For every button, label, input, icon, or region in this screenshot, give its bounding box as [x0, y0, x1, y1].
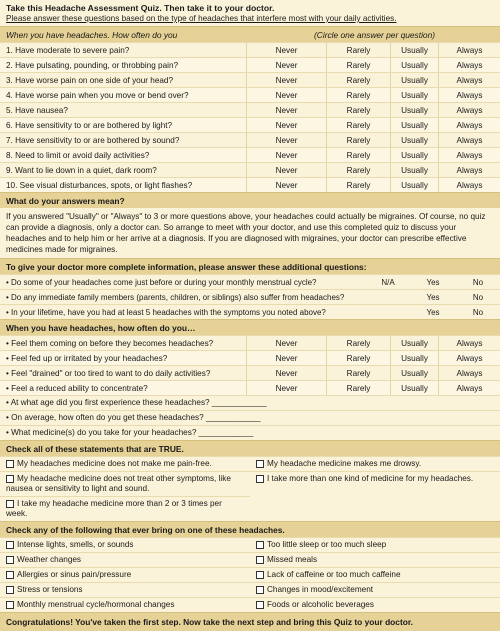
- quiz-subtitle: Please answer these questions based on the type of headaches that interfere most with your daily activities.: [6, 14, 397, 23]
- table-row: [0, 350, 500, 365]
- answer-option-rarely[interactable]: Rarely: [326, 73, 390, 87]
- question-text: • Feel "drained" or too tired to want to do daily activities?: [6, 369, 211, 378]
- answer-option-usually[interactable]: Usually: [390, 103, 438, 117]
- answer-option-rarely[interactable]: Rarely: [326, 178, 390, 192]
- answer-option-usually[interactable]: Usually: [390, 163, 438, 177]
- answer-option-always[interactable]: Always: [438, 133, 500, 147]
- answer-option-na[interactable]: N/A: [381, 278, 395, 287]
- checkbox-item[interactable]: [0, 552, 250, 567]
- table-row: [0, 72, 500, 87]
- question-text: 8. Need to limit or avoid daily activities?: [6, 151, 150, 160]
- additional-bar: To give your doctor more complete information, please answer these additional questions:: [0, 258, 500, 274]
- answer-option-usually[interactable]: Usually: [390, 88, 438, 102]
- answer-option-always[interactable]: Always: [438, 88, 500, 102]
- answer-option-usually[interactable]: Usually: [390, 381, 438, 395]
- question-text: 5. Have nausea?: [6, 106, 68, 115]
- checkbox-item[interactable]: [0, 567, 250, 582]
- answer-option-no[interactable]: No: [472, 278, 484, 287]
- question-text: • Feel a reduced ability to concentrate?: [6, 384, 148, 393]
- answer-option-usually[interactable]: Usually: [390, 178, 438, 192]
- checkbox-icon[interactable]: [256, 475, 264, 483]
- answer-empty: [366, 290, 410, 304]
- table-row: [0, 132, 500, 147]
- checkbox-item[interactable]: [250, 597, 500, 612]
- answer-option-rarely[interactable]: Rarely: [326, 58, 390, 72]
- checkbox-item[interactable]: [250, 552, 500, 567]
- checkbox-label: Lack of caffeine or too much caffeine: [267, 570, 401, 579]
- checkbox-label: Foods or alcoholic beverages: [267, 600, 374, 609]
- meaning-bar: What do your answers mean?: [0, 192, 500, 208]
- table-row: [0, 274, 500, 289]
- answer-option-always[interactable]: Always: [438, 163, 500, 177]
- triggers-checklist: [0, 537, 500, 612]
- checkbox-icon[interactable]: [6, 460, 14, 468]
- answer-option-usually[interactable]: Usually: [390, 351, 438, 365]
- question-text: 4. Have worse pain when you move or bend over?: [6, 91, 189, 100]
- checkbox-icon[interactable]: [256, 460, 264, 468]
- answer-option-always[interactable]: Always: [438, 103, 500, 117]
- checkbox-icon[interactable]: [6, 556, 14, 564]
- checkbox-icon[interactable]: [6, 601, 14, 609]
- question-text: 7. Have sensitivity to or are bothered by sound?: [6, 136, 180, 145]
- fill-in-line[interactable]: • At what age did you first experience these headaches? ____________: [0, 395, 500, 410]
- answer-option-rarely[interactable]: Rarely: [326, 43, 390, 57]
- question-text: 9. Want to lie down in a quiet, dark room?: [6, 166, 157, 175]
- question-text: 10. See visual disturbances, spots, or light flashes?: [6, 181, 193, 190]
- checkbox-label: Stress or tensions: [17, 585, 83, 594]
- answer-option-usually[interactable]: Usually: [390, 148, 438, 162]
- checkbox-icon[interactable]: [6, 475, 14, 483]
- checkbox-item[interactable]: [0, 496, 250, 521]
- answer-option-always[interactable]: Always: [438, 73, 500, 87]
- answer-option-usually[interactable]: Usually: [390, 58, 438, 72]
- meaning-text: If you answered "Usually" or "Always" to 3 or more questions above, your headaches could actually be migraines. Of course, no quiz can provide a diagnosis, only a doctor can. So arrange to meet with your doctor, and use this completed quiz to discuss your headaches and to help him or her arrive at a diagnosis. If you are diagnosed with migraines, your doctor can prescribe effective medicines made for migraines.: [6, 212, 486, 254]
- answer-option-usually[interactable]: Usually: [390, 118, 438, 132]
- answer-option-never[interactable]: Never: [246, 351, 326, 365]
- checkbox-item[interactable]: [0, 597, 250, 612]
- checkbox-label: Missed meals: [267, 555, 318, 564]
- answer-option-rarely[interactable]: Rarely: [326, 148, 390, 162]
- checkbox-icon[interactable]: [6, 586, 14, 594]
- checkbox-item[interactable]: [250, 537, 500, 552]
- answer-option-yes[interactable]: Yes: [426, 293, 440, 302]
- answer-option-always[interactable]: Always: [438, 58, 500, 72]
- table-row: [0, 289, 500, 304]
- answer-option-never[interactable]: Never: [246, 336, 326, 350]
- table-row: [0, 87, 500, 102]
- triggers-left: [0, 537, 250, 612]
- true-statements-left: [0, 456, 250, 521]
- checkbox-item[interactable]: [250, 471, 500, 486]
- checkbox-icon[interactable]: [6, 541, 14, 549]
- triggers-right: [250, 537, 500, 612]
- quiz-bar-left: When you have headaches. How often do you: [6, 30, 178, 40]
- answer-option-never[interactable]: Never: [246, 148, 326, 162]
- true-statements-bar: Check all of these statements that are TRUE.: [0, 440, 500, 456]
- checkbox-item[interactable]: [0, 537, 250, 552]
- checkbox-item[interactable]: [250, 456, 500, 471]
- footer-message: Congratulations! You've taken the first step. Now take the next step and bring this Quiz to your doctor.: [0, 612, 500, 631]
- answer-option-usually[interactable]: Usually: [390, 43, 438, 57]
- checkbox-icon[interactable]: [6, 500, 14, 508]
- checkbox-label: My headache medicine does not treat other symptoms, like nausea or sensitivity to light and sound.: [6, 474, 231, 493]
- question-text: • Do any immediate family members (parents, children, or siblings) also suffer from headaches?: [6, 293, 345, 302]
- checkbox-label: My headaches medicine does not make me pain-free.: [17, 459, 212, 468]
- answer-empty: [366, 305, 410, 319]
- checkbox-icon[interactable]: [256, 541, 264, 549]
- answer-option-rarely[interactable]: Rarely: [326, 336, 390, 350]
- table-row: [0, 162, 500, 177]
- true-statements-checklist: [0, 456, 500, 521]
- answer-option-usually[interactable]: Usually: [390, 336, 438, 350]
- table-row: [0, 102, 500, 117]
- answer-option-never[interactable]: Never: [246, 381, 326, 395]
- answer-option-never[interactable]: Never: [246, 133, 326, 147]
- answer-option-never[interactable]: Never: [246, 43, 326, 57]
- answer-option-always[interactable]: Always: [438, 148, 500, 162]
- checkbox-icon[interactable]: [6, 571, 14, 579]
- answer-option-always[interactable]: Always: [438, 43, 500, 57]
- answer-option-never[interactable]: Never: [246, 366, 326, 380]
- answer-option-always[interactable]: Always: [438, 336, 500, 350]
- true-statements-right: [250, 456, 500, 521]
- table-row: [0, 380, 500, 395]
- answer-option-usually[interactable]: Usually: [390, 366, 438, 380]
- table-row: [0, 335, 500, 350]
- answer-option-rarely[interactable]: Rarely: [326, 88, 390, 102]
- checkbox-item[interactable]: [0, 582, 250, 597]
- answer-option-yes[interactable]: Yes: [426, 308, 440, 317]
- answer-option-never[interactable]: Never: [246, 73, 326, 87]
- checkbox-icon[interactable]: [256, 601, 264, 609]
- answer-option-never[interactable]: Never: [246, 88, 326, 102]
- question-text: • Feel fed up or irritated by your headaches?: [6, 354, 168, 363]
- fill-in-list: [0, 395, 500, 440]
- answer-option-yes[interactable]: Yes: [426, 278, 440, 287]
- answer-option-always[interactable]: Always: [438, 118, 500, 132]
- answer-option-rarely[interactable]: Rarely: [326, 366, 390, 380]
- answer-option-never[interactable]: Never: [246, 118, 326, 132]
- checkbox-item[interactable]: [250, 567, 500, 582]
- checkbox-icon[interactable]: [256, 571, 264, 579]
- table-row: [0, 57, 500, 72]
- answer-option-never[interactable]: Never: [246, 103, 326, 117]
- often-bar: When you have headaches, how often do you…: [0, 319, 500, 335]
- checkbox-label: Allergies or sinus pain/pressure: [17, 570, 132, 579]
- question-text: • Do some of your headaches come just before or during your monthly menstrual cycle?: [6, 278, 317, 287]
- checkbox-label: I take my headache medicine more than 2 or 3 times per week.: [6, 499, 222, 518]
- checkbox-icon[interactable]: [256, 556, 264, 564]
- answer-option-rarely[interactable]: Rarely: [326, 381, 390, 395]
- checkbox-label: Weather changes: [17, 555, 82, 564]
- table-row: [0, 365, 500, 380]
- table-row: [0, 177, 500, 192]
- answer-option-always[interactable]: Always: [438, 351, 500, 365]
- answer-option-never[interactable]: Never: [246, 58, 326, 72]
- answer-option-no[interactable]: No: [472, 308, 484, 317]
- table-row: [0, 117, 500, 132]
- question-text: 3. Have worse pain on one side of your head?: [6, 76, 174, 85]
- answer-option-never[interactable]: Never: [246, 178, 326, 192]
- checkbox-label: My headache medicine makes me drowsy.: [267, 459, 422, 468]
- answer-option-rarely[interactable]: Rarely: [326, 103, 390, 117]
- triggers-bar: Check any of the following that ever bring on one of these headaches.: [0, 521, 500, 537]
- checkbox-item[interactable]: [0, 456, 250, 471]
- checkbox-item[interactable]: [250, 582, 500, 597]
- fill-in-line[interactable]: • On average, how often do you get these headaches? ____________: [0, 410, 500, 425]
- checkbox-label: I take more than one kind of medicine for my headaches.: [267, 474, 474, 483]
- often-question-list: [0, 335, 500, 395]
- checkbox-label: Too little sleep or too much sleep: [267, 540, 387, 549]
- answer-option-always[interactable]: Always: [438, 381, 500, 395]
- answer-option-rarely[interactable]: Rarely: [326, 118, 390, 132]
- question-text: 2. Have pulsating, pounding, or throbbing pain?: [6, 61, 179, 70]
- table-row: [0, 147, 500, 162]
- question-text: 6. Have sensitivity to or are bothered by light?: [6, 121, 173, 130]
- additional-question-list: [0, 274, 500, 319]
- quiz-bar-right: (Circle one answer per question): [314, 30, 436, 40]
- table-row: [0, 304, 500, 319]
- quiz-title: Take this Headache Assessment Quiz. Then take it to your doctor.: [6, 3, 275, 13]
- answer-option-usually[interactable]: Usually: [390, 133, 438, 147]
- answer-option-always[interactable]: Always: [438, 366, 500, 380]
- checkbox-item[interactable]: [0, 471, 250, 496]
- question-text: • Feel them coming on before they becomes headaches?: [6, 339, 214, 348]
- quiz-question-list: [0, 42, 500, 192]
- answer-option-rarely[interactable]: Rarely: [326, 163, 390, 177]
- answer-option-rarely[interactable]: Rarely: [326, 351, 390, 365]
- answer-option-never[interactable]: Never: [246, 163, 326, 177]
- checkbox-icon[interactable]: [256, 586, 264, 594]
- checkbox-label: Monthly menstrual cycle/hormonal changes: [17, 600, 175, 609]
- checkbox-label: Intense lights, smells, or sounds: [17, 540, 134, 549]
- quiz-section-bar: [0, 26, 500, 42]
- table-row: [0, 42, 500, 57]
- fill-in-line[interactable]: • What medicine(s) do you take for your headaches? ____________: [0, 425, 500, 440]
- answer-option-no[interactable]: No: [472, 293, 484, 302]
- checkbox-label: Changes in mood/excitement: [267, 585, 374, 594]
- answer-option-rarely[interactable]: Rarely: [326, 133, 390, 147]
- question-text: 1. Have moderate to severe pain?: [6, 46, 130, 55]
- answer-option-always[interactable]: Always: [438, 178, 500, 192]
- question-text: • In your lifetime, have you had at least 5 headaches with the symptoms you noted above?: [6, 308, 326, 317]
- answer-option-usually[interactable]: Usually: [390, 73, 438, 87]
